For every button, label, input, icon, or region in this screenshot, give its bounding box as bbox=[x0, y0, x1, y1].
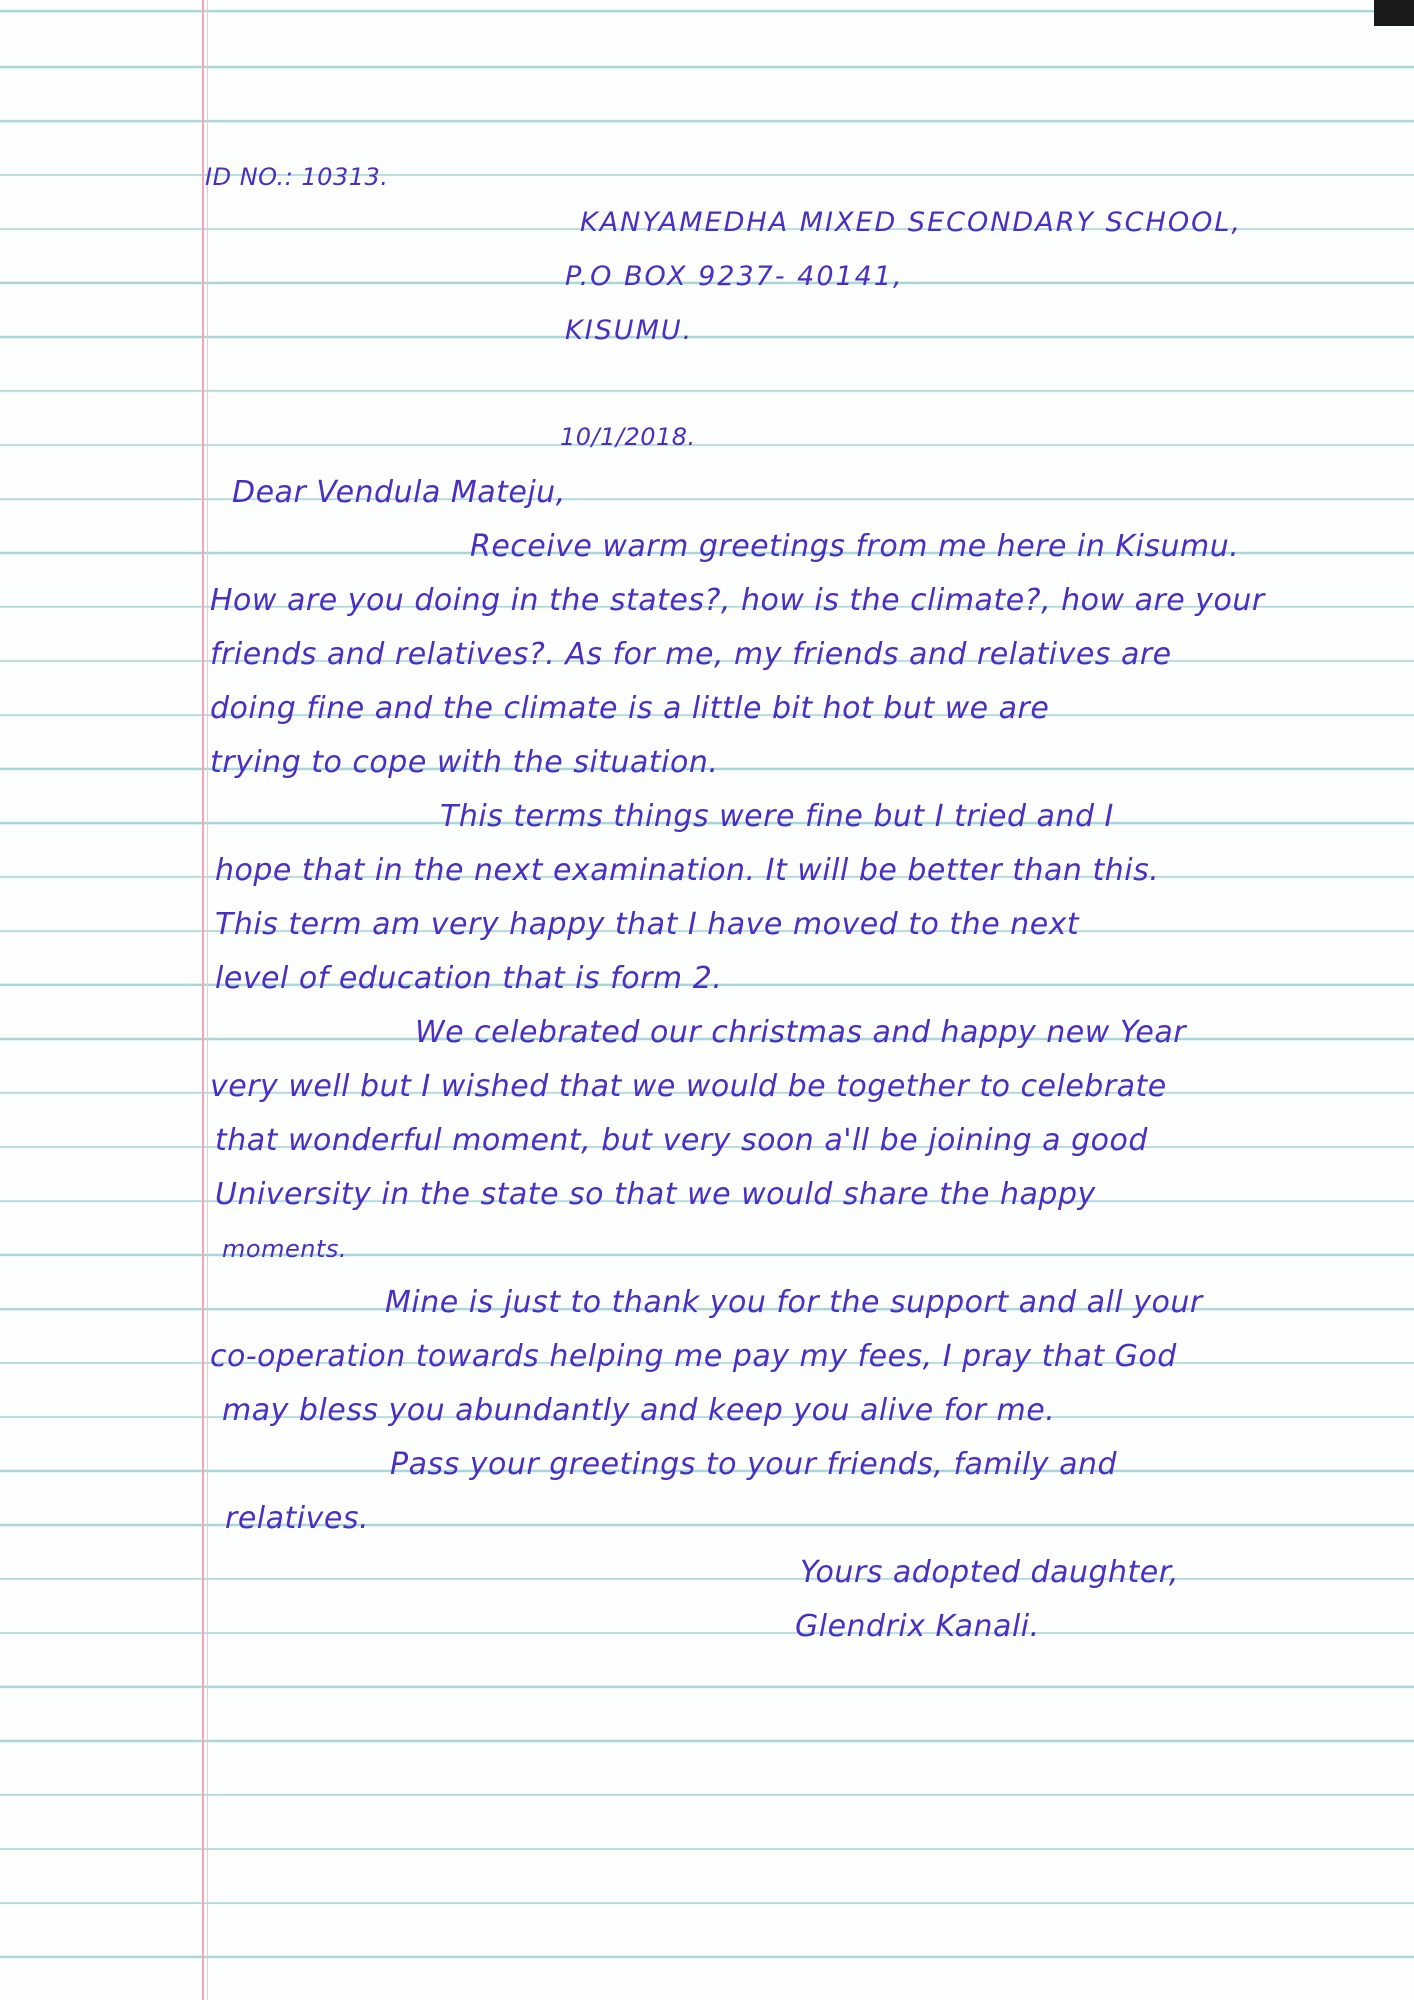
address-school: KANYAMEDHA MIXED SECONDARY SCHOOL, bbox=[580, 207, 1242, 238]
body-line: that wonderful moment, but very soon a'll be joining a good bbox=[215, 1123, 1148, 1158]
scan-corner-mark bbox=[1374, 0, 1414, 26]
letter-date: 10/1/2018. bbox=[560, 423, 696, 451]
body-line: friends and relatives?. As for me, my friends and relatives are bbox=[210, 637, 1172, 672]
salutation: Dear Vendula Mateju, bbox=[232, 475, 566, 510]
body-line: moments. bbox=[222, 1235, 347, 1263]
body-line: very well but I wished that we would be together to celebrate bbox=[210, 1069, 1167, 1104]
body-line: Mine is just to thank you for the support and all your bbox=[385, 1285, 1203, 1320]
body-line: Receive warm greetings from me here in Kisumu. bbox=[470, 529, 1240, 564]
margin-line bbox=[202, 0, 204, 2000]
address-box: P.O BOX 9237- 40141, bbox=[565, 261, 904, 292]
address-town: KISUMU. bbox=[565, 315, 694, 346]
id-number: ID NO.: 10313. bbox=[205, 163, 389, 191]
body-line: Pass your greetings to your friends, family and bbox=[390, 1447, 1118, 1482]
margin-line-inner bbox=[207, 0, 208, 2000]
body-line: hope that in the next examination. It will be better than this. bbox=[215, 853, 1160, 888]
body-line: doing fine and the climate is a little bit hot but we are bbox=[210, 691, 1050, 726]
body-line: University in the state so that we would share the happy bbox=[215, 1177, 1096, 1212]
body-line: relatives. bbox=[225, 1501, 369, 1536]
body-line: co-operation towards helping me pay my fees, I pray that God bbox=[210, 1339, 1177, 1374]
closing: Yours adopted daughter, bbox=[800, 1555, 1179, 1590]
body-line: level of education that is form 2. bbox=[215, 961, 723, 996]
body-line: may bless you abundantly and keep you alive for me. bbox=[222, 1393, 1056, 1428]
body-line: trying to cope with the situation. bbox=[210, 745, 719, 780]
body-line: How are you doing in the states?, how is the climate?, how are your bbox=[210, 583, 1265, 618]
body-line: This term am very happy that I have moved to the next bbox=[215, 907, 1080, 942]
signature: Glendrix Kanali. bbox=[795, 1609, 1040, 1644]
body-line: This terms things were fine but I tried and I bbox=[440, 799, 1114, 834]
body-line: We celebrated our christmas and happy new Year bbox=[415, 1015, 1187, 1050]
